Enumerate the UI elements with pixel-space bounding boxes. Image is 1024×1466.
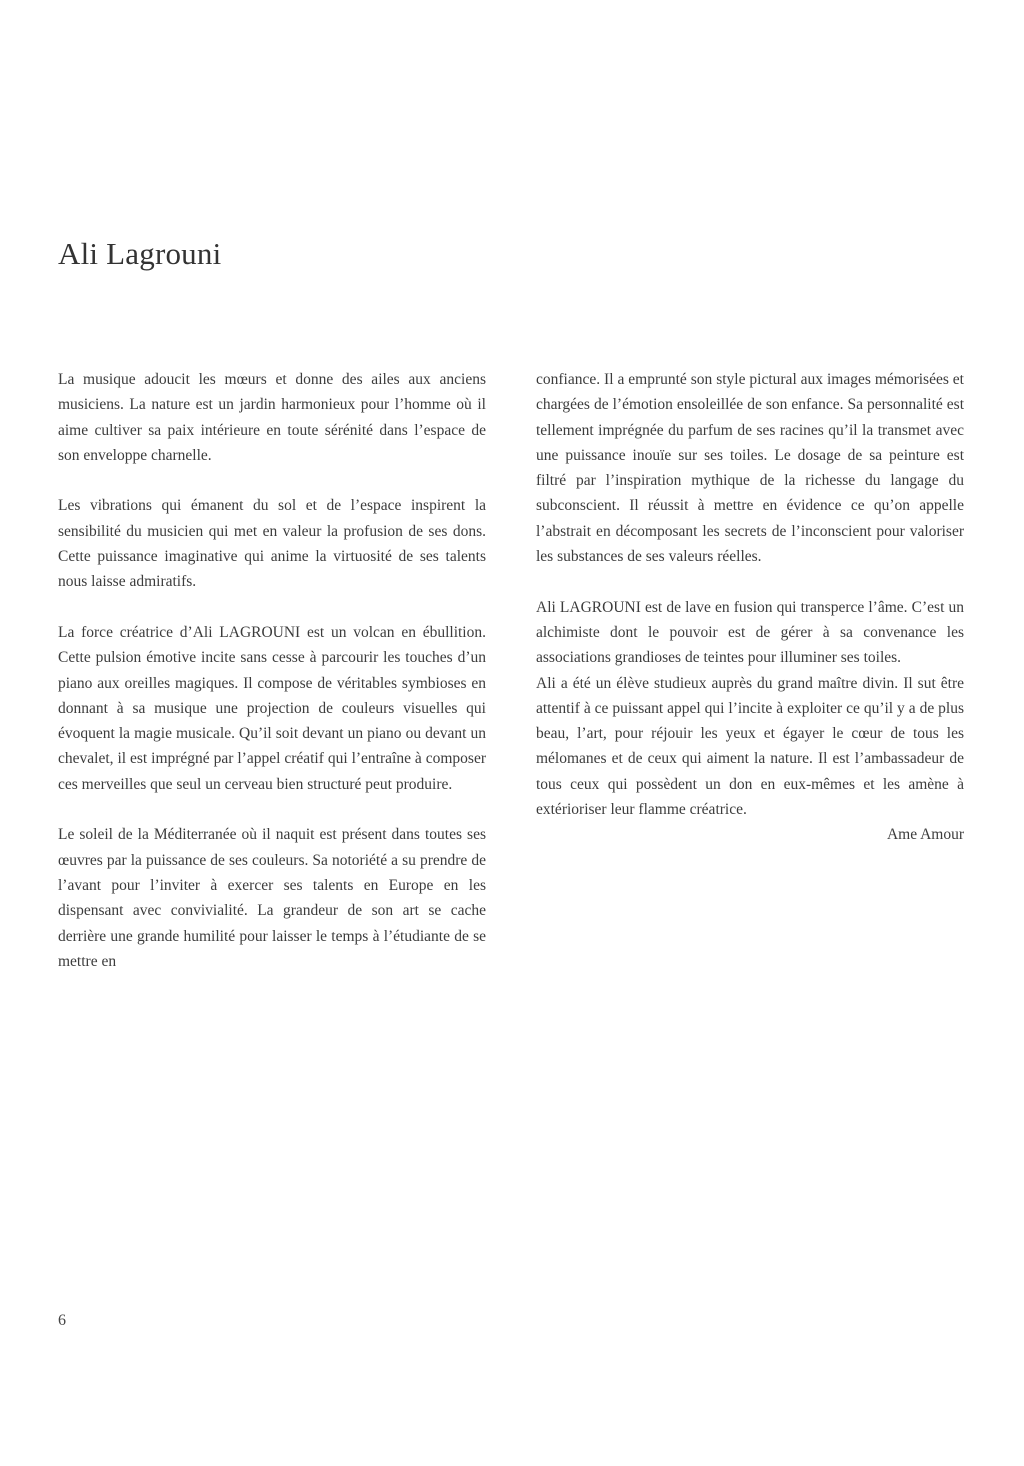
page-title: Ali Lagrouni [58, 236, 222, 271]
page-number: 6 [58, 1312, 66, 1329]
paragraph: Ali LAGROUNI est de lave en fusion qui transperce l’âme. C’est un alchimiste dont le pouvoir est de gérer à sa convenance les associations grandioses de teintes pour illuminer ses toiles. [536, 598, 964, 667]
paragraph: Ali a été un élève studieux auprès du grand maître divin. Il sut être attentif à ce puissant appel qui l’incite à exploiter ce qu’il y a de plus beau, l’art, pour réjouir les yeux et égayer le cœur de tous les mélomanes et de ceux qui aiment la nature. Il est l’ambassadeur de tous ceux qui possèdent un don en eux-mêmes et les amène à extérioriser leur flamme créatrice. [536, 674, 964, 819]
paragraph: confiance. Il a emprunté son style pictural aux images mémorisées et chargées de l’émotion ensoleillée de son enfance. Sa personnalité est tellement imprégnée du parfum de ses racines qu’il la transmet avec une puissance inouïe sur ses toiles. Le dosage de sa peinture est filtré par l’inspiration mythique de la richesse du langage du subconscient. Il réussit à mettre en évidence ce qu’on appelle l’abstrait en décomposant les secrets de l’inconscient pour valoriser les substances de ses valeurs réelles. [536, 371, 964, 566]
right-text-column [536, 367, 964, 848]
signature: Ame Amour [886, 826, 964, 844]
paragraph: La musique adoucit les mœurs et donne des ailes aux anciens musiciens. La nature est un jardin harmonieux pour l’homme où il aime cultiver sa paix intérieure en toute sérénité dans l’espace de son enveloppe charnelle. [58, 371, 486, 464]
left-text-column [58, 367, 486, 974]
paragraph: Le soleil de la Méditerranée où il naquit est présent dans toutes ses œuvres par la puissance de ses couleurs. Sa notoriété a su prendre de l’avant pour l’inviter à exercer ses talents en Europe en les dispensant avec convivialité. La grandeur de son art se cache derrière une grande humilité pour laisser le temps à l’étudiante de se mettre en [58, 826, 486, 970]
paragraph: La force créatrice d’Ali LAGROUNI est un volcan en ébullition. Cette pulsion émotive incite sans cesse à parcourir les touches d’un piano aux oreilles magiques. Il compose de véritables symbioses en donnant à sa musique une projection de couleurs visuelles qui évoquent la magie musicale. Qu’il soit devant un piano ou devant un chevalet, il est imprégné par l’appel créatif qui l’entraîne à composer ces merveilles que seul un cerveau bien structuré peut produire. [58, 623, 486, 793]
paragraph: Les vibrations qui émanent du sol et de l’espace inspirent la sensibilité du musicien qui met en valeur la profusion de ses dons. Cette puissance imaginative qui anime la virtuosité de ses talents nous laisse admiratifs. [58, 497, 486, 591]
